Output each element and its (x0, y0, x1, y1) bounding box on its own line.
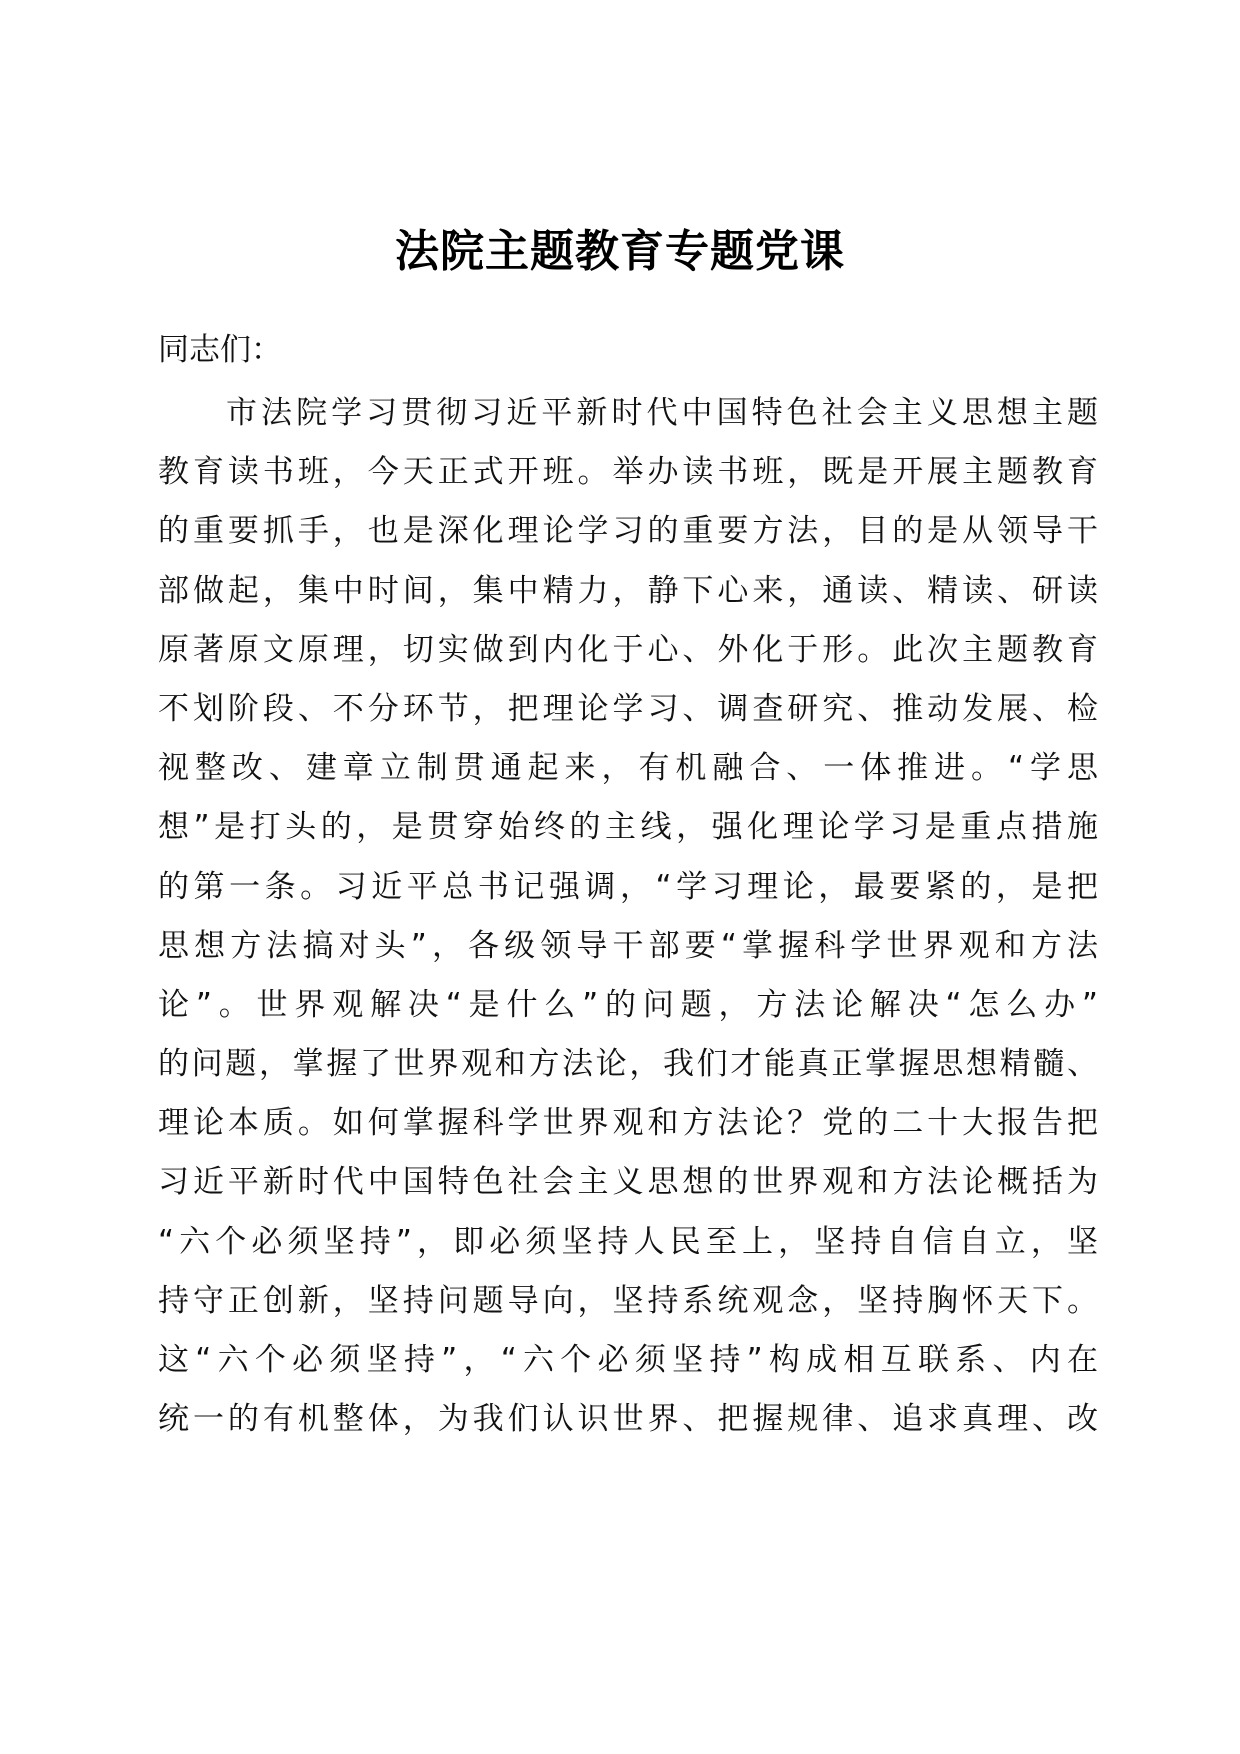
body-paragraph (158, 388, 1098, 1453)
paragraph-line: 的重要抓手，也是深化理论学习的重要方法，目的是从领导干 (158, 513, 1098, 550)
salutation: 同志们： (158, 332, 282, 368)
paragraph-line: 的第一条。习近平总书记强调，“学习理论，最要紧的，是把 (158, 868, 1098, 905)
paragraph-line: 不划阶段、不分环节，把理论学习、调查研究、推动发展、检 (158, 690, 1098, 727)
paragraph-line: 市法院学习贯彻习近平新时代中国特色社会主义思想主题 (226, 395, 1098, 431)
paragraph-line: 教育读书班，今天正式开班。举办读书班，既是开展主题教育 (158, 454, 1098, 491)
paragraph-line: 习近平新时代中国特色社会主义思想的世界观和方法论概括为 (158, 1164, 1098, 1201)
paragraph-line: “六个必须坚持”，即必须坚持人民至上，坚持自信自立，坚 (158, 1223, 1098, 1260)
paragraph-line: 的问题，掌握了世界观和方法论，我们才能真正掌握思想精髓、 (158, 1046, 1098, 1083)
paragraph-line: 持守正创新，坚持问题导向，坚持系统观念，坚持胸怀天下。 (158, 1282, 1098, 1319)
paragraph-line: 思想方法搞对头”，各级领导干部要“掌握科学世界观和方法 (158, 927, 1098, 964)
paragraph-line: 这“六个必须坚持”，“六个必须坚持”构成相互联系、内在 (158, 1342, 1098, 1378)
paragraph-line: 统一的有机整体，为我们认识世界、把握规律、追求真理、改 (158, 1401, 1098, 1438)
paragraph-line: 部做起，集中时间，集中精力，静下心来，通读、精读、研读 (158, 572, 1098, 609)
document-title: 法院主题教育专题党课 (395, 226, 845, 277)
paragraph-line: 理论本质。如何掌握科学世界观和方法论？党的二十大报告把 (158, 1105, 1098, 1142)
paragraph-line: 视整改、建章立制贯通起来，有机融合、一体推进。“学思 (158, 750, 1098, 787)
paragraph-line: 原著原文原理，切实做到内化于心、外化于形。此次主题教育 (158, 631, 1098, 668)
paragraph-line: 想”是打头的，是贯穿始终的主线，强化理论学习是重点措施 (158, 809, 1098, 846)
paragraph-line: 论”。世界观解决“是什么”的问题，方法论解决“怎么办” (158, 986, 1098, 1023)
